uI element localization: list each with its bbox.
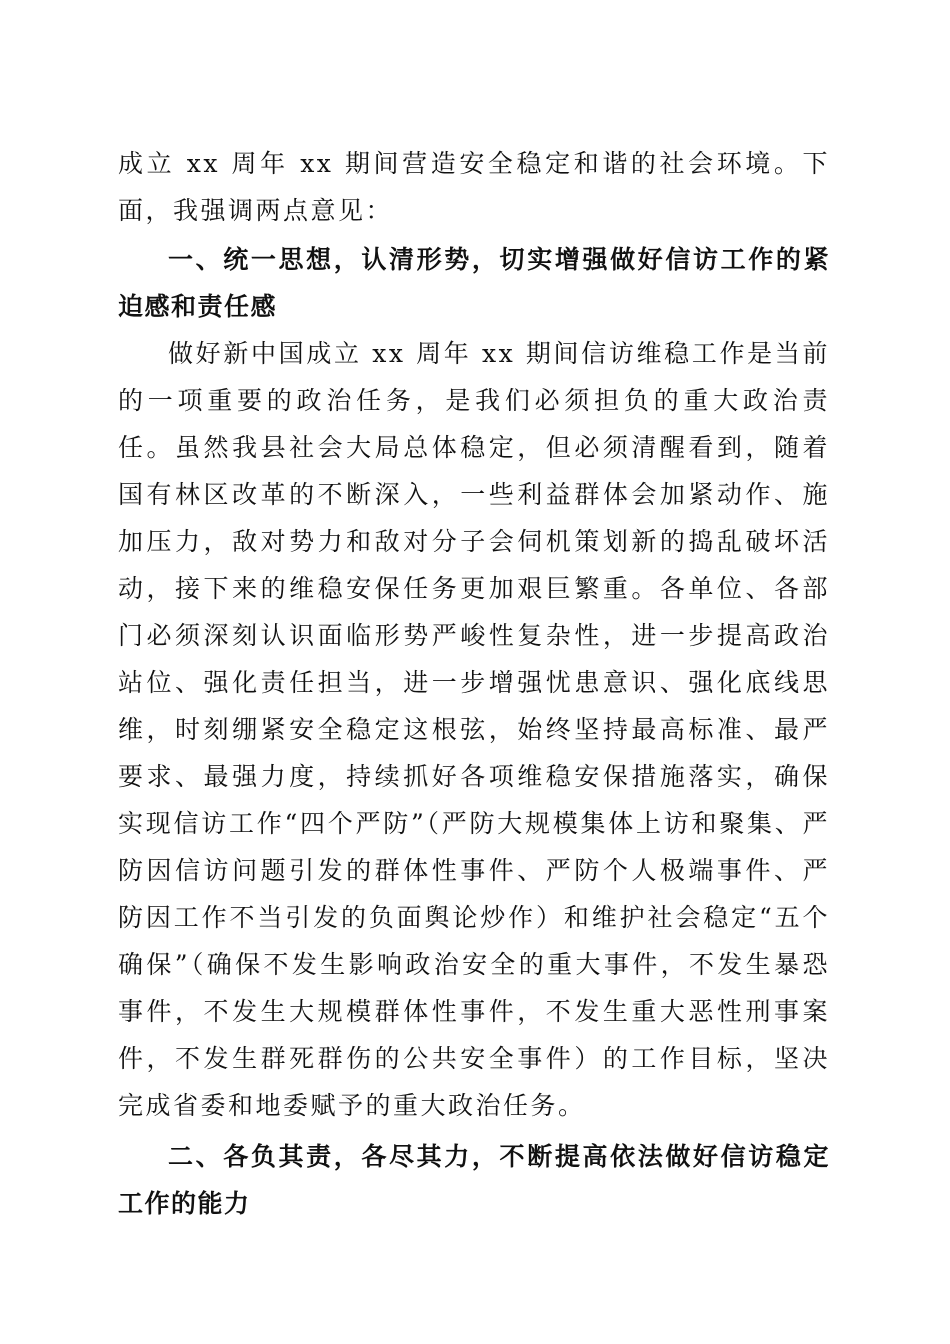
section-heading-1: 一、统一思想，认清形势，切实增强做好信访工作的紧迫感和责任感 [118, 245, 830, 321]
section-heading-2: 二、各负其责，各尽其力，不断提高依法做好信访稳定工作的能力 [118, 1142, 830, 1218]
body-paragraph: 做好新中国成立 xx 周年 xx 期间信访维稳工作是当前的一项重要的政治任务，是我们必须担负的重大政治责任。虽然我县社会大局总体稳定，但必须清醒看到，随着国有林区改革的不断深入，一些利益群体会加紧动作、施加压力，敌对势力和敌对分子会伺机策划新的捣乱破坏活动，接下来的维稳安保任务更加艰巨繁重。各单位、各部门必须深刻认识面临形势严峻性复杂性，进一步提高政治站位、强化责任担当，进一步增强忧患意识、强化底线思维，时刻绷紧安全稳定这根弦，始终坚持最高标准、最严要求、最强力度，持续抓好各项维稳安保措施落实，确保实现信访工作“四个严防”（严防大规模集体上访和聚集、严防因信访问题引发的群体性事件、严防个人极端事件、严防因工作不当引发的负面舆论炒作）和维护社会稳定“五个确保”（确保不发生影响政治安全的重大事件，不发生暴恐事件，不发生大规模群体性事件，不发生重大恶性刑事案件，不发生群死群伤的公共安全事件）的工作目标，坚决完成省委和地委赋予的重大政治任务。 [118, 339, 830, 1120]
intro-paragraph: 成立 xx 周年 xx 期间营造安全稳定和谐的社会环境。下面，我强调两点意见： [118, 149, 830, 225]
document-body [118, 140, 830, 1227]
